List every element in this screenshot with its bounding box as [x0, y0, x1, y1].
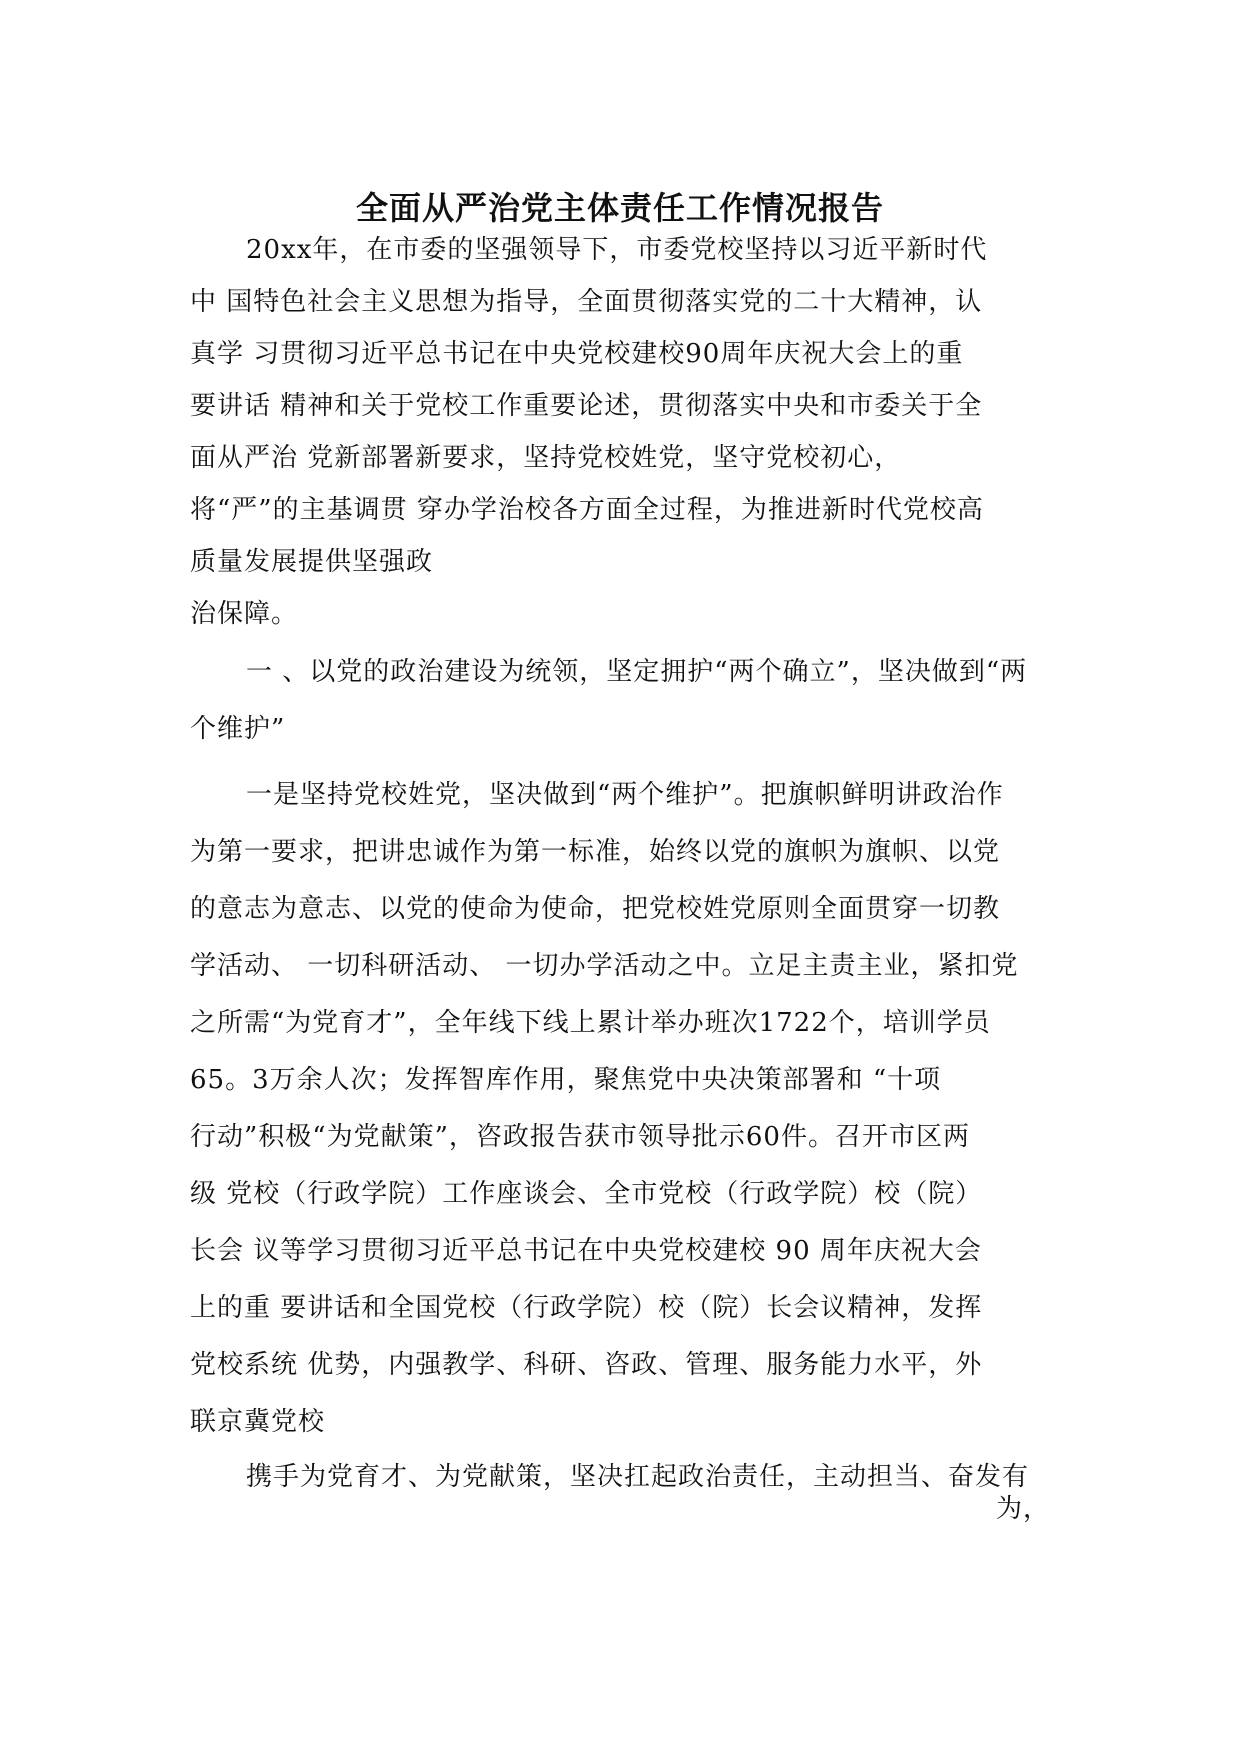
- text-line: 上的重 要讲话和全国党校（行政学院）校（院）长会议精神，发挥: [190, 1293, 983, 1323]
- text-line: 为，: [995, 1494, 1050, 1524]
- text-line: 将“严”的主基调贯 穿办学治校各方面全过程，为推进新时代党校高: [190, 495, 984, 525]
- text-line: 的意志为意志、以党的使命为使命，把党校姓党原则全面贯穿一切教: [190, 894, 1001, 924]
- text-line: 学活动、 一切科研活动、 一切办学活动之中。立足主责主业，紧扣党: [190, 951, 1019, 981]
- text-line: 之所需“为党育才”，全年线下线上累计举办班次1722个，培训学员: [190, 1008, 991, 1038]
- text-line: 面从严治 党新部署新要求，坚持党校姓党，坚守党校初心，: [190, 443, 902, 473]
- text-line: 党校系统 优势，内强教学、科研、咨政、管理、服务能力水平，外: [190, 1350, 983, 1380]
- text-line: 级 党校（行政学院）工作座谈会、全市党校（行政学院）校（院）: [190, 1179, 983, 1209]
- text-line: 65。3万余人次；发挥智库作用，聚焦党中央决策部署和 “十项: [190, 1065, 942, 1095]
- text-line: 中 国特色社会主义思想为指导，全面贯彻落实党的二十大精神，认: [190, 287, 983, 317]
- text-line: 要讲话 精神和关于党校工作重要论述，贯彻落实中央和市委关于全: [190, 391, 983, 421]
- text-line: 真学 习贯彻习近平总书记在中央党校建校90周年庆祝大会上的重: [190, 339, 964, 369]
- text-line: 20xx年，在市委的坚强领导下，市委党校坚持以习近平新时代: [246, 235, 988, 265]
- text-line: 为第一要求，把讲忠诚作为第一标准，始终以党的旗帜为旗帜、以党: [190, 837, 1001, 867]
- text-line: 携手为党育才、为党献策，坚决扛起政治责任，主动担当、奋发有: [246, 1462, 1030, 1492]
- text-line: 治保障。: [190, 599, 299, 629]
- text-line: 联京冀党校: [190, 1407, 326, 1437]
- document-title: 全面从严治党主体责任工作情况报告: [355, 189, 884, 227]
- text-line: 长会 议等学习贯彻习近平总书记在中央党校建校 90 周年庆祝大会: [190, 1236, 982, 1266]
- text-line: 质量发展提供坚强政: [190, 547, 434, 577]
- text-line: 一是坚持党校姓党，坚决做到“两个维护”。把旗帜鲜明讲政治作: [246, 780, 1004, 810]
- section-heading-line: 个维护”: [190, 714, 286, 744]
- text-line: 行动”积极“为党献策”，咨政报告获市领导批示60件。召开市区两: [190, 1122, 970, 1152]
- section-heading-line: 一 、以党的政治建设为统领，坚定拥护“两个确立”，坚决做到“两: [246, 657, 1028, 687]
